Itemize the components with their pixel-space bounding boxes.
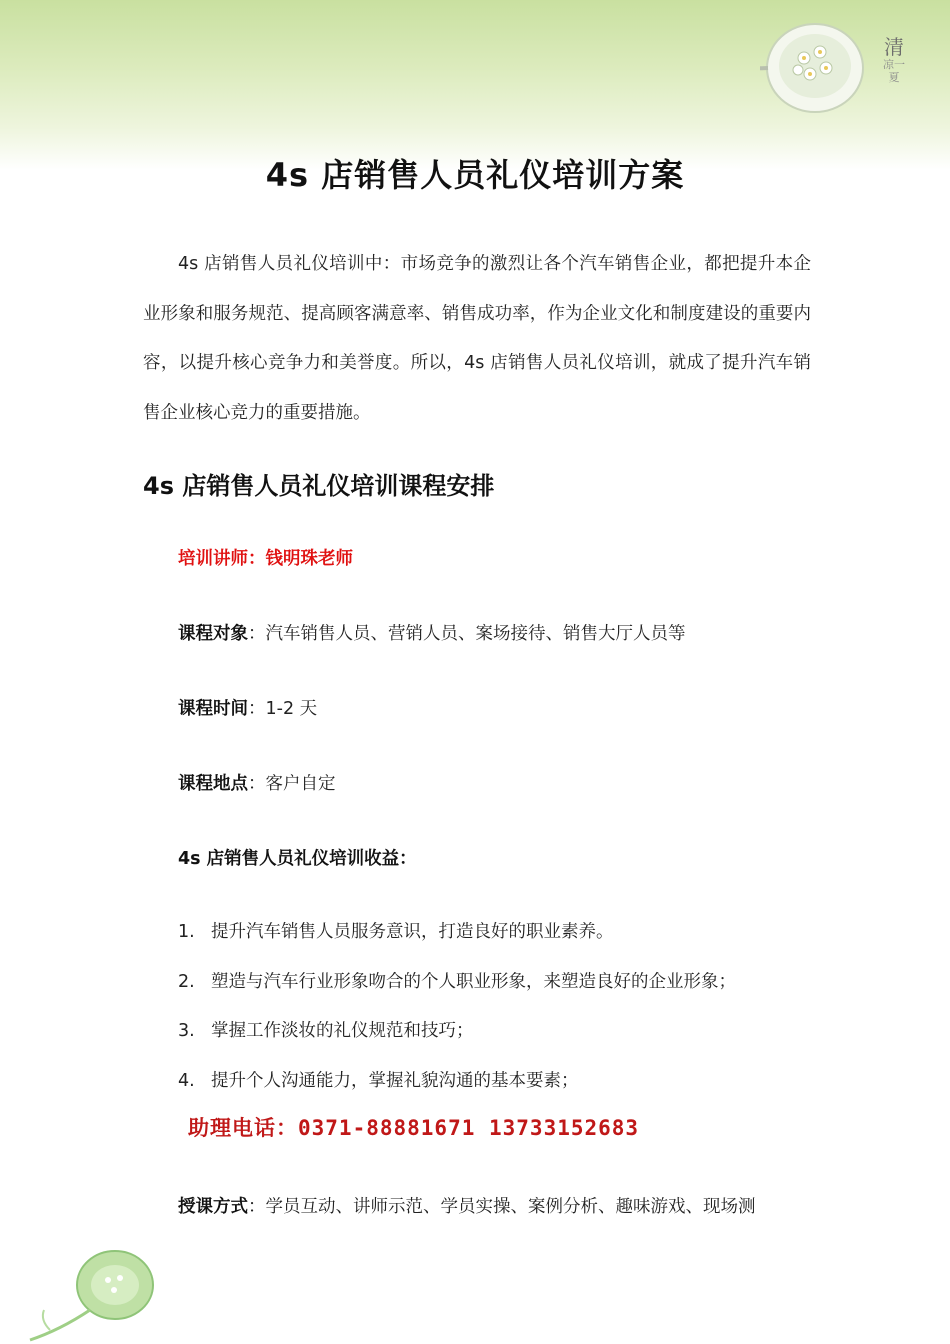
- list-item-text: 塑造与汽车行业形象吻合的个人职业形象，来塑造良好的企业形象；: [211, 971, 736, 992]
- seal-small-text: 凉一夏: [883, 58, 905, 84]
- lotus-leaf-icon: [20, 1240, 160, 1344]
- course-time-label: 课程时间: [178, 699, 248, 719]
- document-title: 4s 店销售人员礼仪培训方案: [265, 156, 685, 194]
- teaching-method-row: [178, 1193, 756, 1218]
- list-item-number: 4.: [178, 1070, 195, 1091]
- list-item: [178, 1065, 736, 1115]
- course-target-value: 汽车销售人员、营销人员、案场接待、销售大厅人员等: [265, 624, 686, 644]
- benefits-list: [178, 916, 736, 1114]
- list-item-text: 掌握工作淡妆的礼仪规范和技巧；: [211, 1021, 474, 1041]
- course-place-sep: ：: [248, 774, 266, 794]
- list-item-number: 3.: [178, 1021, 195, 1041]
- seal-decoration: [880, 36, 908, 106]
- list-item: [178, 916, 736, 966]
- course-time-sep: ：: [248, 699, 266, 719]
- course-target-row: [178, 620, 686, 645]
- course-place-row: [178, 770, 336, 795]
- list-item-text: 提升个人沟通能力，掌握礼貌沟通的基本要素；: [211, 1070, 579, 1091]
- intro-paragraph: 4s 店销售人员礼仪培训中：市场竞争的激烈让各个汽车销售企业，都把提升本企业形象和服务规范、提高顾客满意率、销售成功率，作为企业文化和制度建设的重要内容，以提升核心竞争力和美誉度。所以，4s 店销售人员礼仪培训，就成了提升汽车销售企业核心竞力的重要措施。: [143, 254, 811, 423]
- teaching-method-value: 学员互动、讲师示范、学员实操、案例分析、趣味游戏、现场测: [265, 1197, 756, 1217]
- list-item-number: 1.: [178, 922, 195, 942]
- section-title: 4s 店销售人员礼仪培训课程安排: [143, 472, 495, 500]
- seal-main-char: 清: [884, 35, 904, 59]
- benefits-title: 4s 店销售人员礼仪培训收益：: [178, 849, 417, 869]
- teaching-method-label: 授课方式: [178, 1197, 248, 1217]
- list-item: [178, 966, 736, 1016]
- list-item-text: 提升汽车销售人员服务意识，打造良好的职业素养。: [211, 922, 614, 942]
- course-time-value: 1-2 天: [265, 699, 318, 719]
- course-place-value: 客户自定: [265, 774, 336, 794]
- course-place-label: 课程地点: [178, 774, 248, 794]
- teaching-method-sep: ：: [248, 1197, 266, 1217]
- course-target-sep: ：: [248, 624, 266, 644]
- trainer-line: 培训讲师：钱明珠老师: [178, 549, 353, 569]
- list-item: [178, 1015, 736, 1065]
- assistant-phone: 助理电话：0371-88881671 13733152683: [188, 1116, 640, 1140]
- course-target-label: 课程对象: [178, 624, 248, 644]
- course-time-row: [178, 695, 317, 720]
- list-item-number: 2.: [178, 971, 195, 992]
- flower-bowl-icon: [760, 8, 870, 118]
